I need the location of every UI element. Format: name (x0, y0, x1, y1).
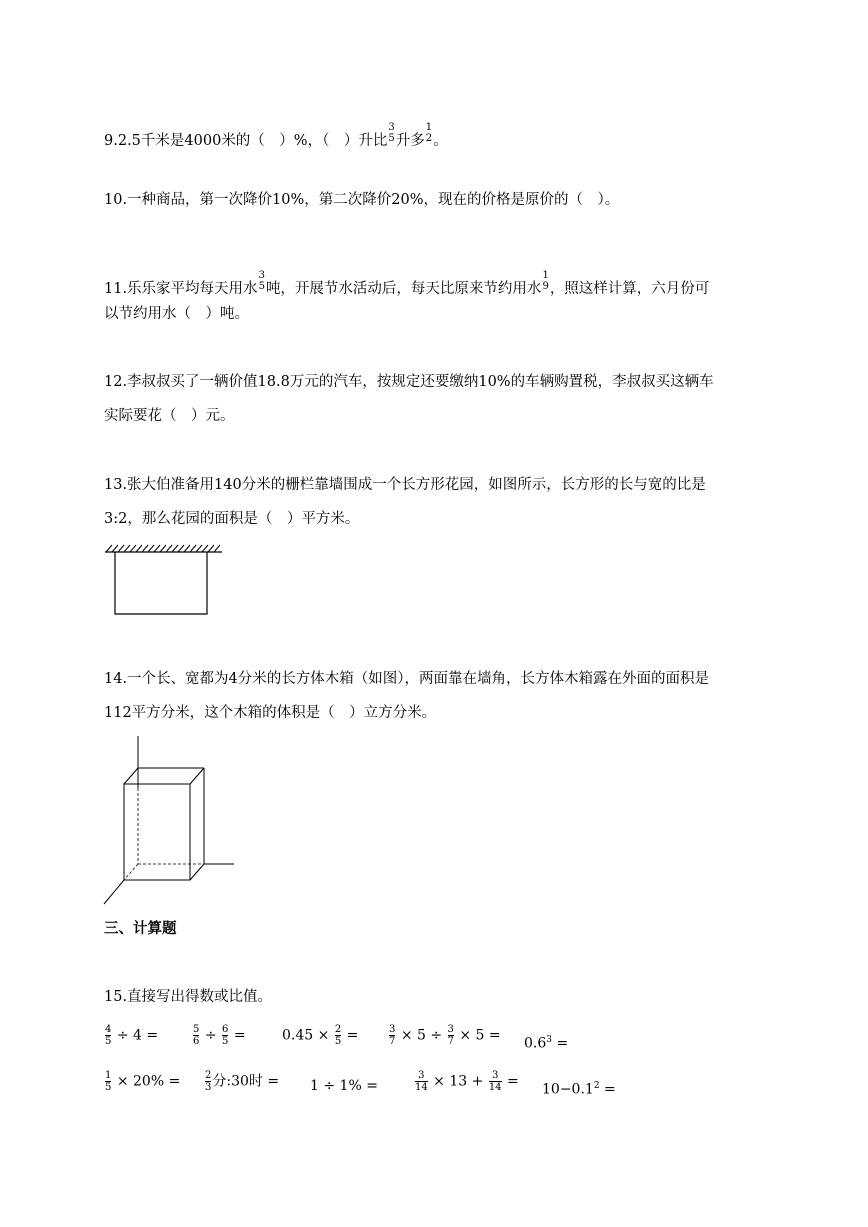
question-13-line2: 3:2，那么花园的面积是（ ）平方米。 (104, 511, 360, 527)
expression-r1-1: $\frac{4}{5}$ ÷ 4 = (105, 1024, 159, 1047)
question-9: 9.2.5千米是4000米的（ ）%，（ ）升比 3 5 升多 1 2 。 (104, 122, 448, 149)
question-12-line1: 12.李叔叔买了一辆价值18.8万元的汽车，按规定还要缴纳10%的车辆购置税，李叔叔买这辆车 (104, 374, 714, 390)
section-heading: 三、计算题 (104, 921, 177, 937)
question-11-line1: 11.乐乐家平均每天用水 3 5 吨，开展节水活动后，每天比原来节约用水 1 9 ，照这样计算，六月份可 (104, 270, 710, 297)
expression-r2-5: $10-0.1^2$ = (542, 1081, 616, 1098)
fraction: 1 2 (425, 122, 433, 144)
fraction: $\frac{5}{6}$ (193, 1024, 200, 1047)
fraction: 1 9 (542, 270, 549, 292)
fraction: 3 5 (258, 270, 265, 292)
question-14-line1: 14.一个长、宽都为4分米的长方体木箱（如图），两面靠在墙角，长方体木箱露在外面的面积是 (104, 671, 710, 687)
question-14-line2: 112平方分米，这个木箱的体积是（ ）立方分米。 (104, 705, 437, 721)
fraction: $\frac{4}{5}$ (105, 1024, 112, 1047)
expression-r1-2: $\frac{5}{6}$ ÷ $\frac{6}{5}$ = (193, 1024, 246, 1047)
expression-r1-3: 0.45 × $\frac{2}{5}$ = (282, 1024, 359, 1047)
q9-number: 9. (104, 133, 118, 149)
expression-r2-1: $\frac{1}{5}$ × 20% = (105, 1070, 181, 1093)
question-12-line2: 实际要花（ ）元。 (104, 408, 235, 424)
question-13-line1: 13.张大伯准备用140分米的栅栏靠墙围成一个长方形花园，如图所示，长方形的长与宽的比是 (104, 477, 706, 493)
expression-r2-3: 1 ÷ 1% = (310, 1078, 378, 1094)
question-10: 10.一种商品，第一次降价10%，第二次降价20%，现在的价格是原价的（ ）。 (104, 192, 620, 208)
fraction: $\frac{3}{14}$ (488, 1070, 502, 1093)
fraction: $\frac{2}{5}$ (334, 1024, 342, 1047)
fraction: 3 5 (388, 122, 395, 144)
expression-r1-5: $0.6^3$ = (524, 1035, 569, 1052)
fraction: $\frac{2}{3}$ (205, 1070, 212, 1093)
fraction: $\frac{3}{14}$ (415, 1070, 428, 1093)
expression-r1-4: $\frac{3}{7}$ × 5 ÷ $\frac{3}{7}$ × 5 = (389, 1024, 501, 1047)
expression-r2-2: $\frac{2}{3}$ 分:30时 = (205, 1070, 280, 1093)
question-11-line2: 以节约用水（ ）吨。 (104, 306, 249, 322)
garden-wall-figure (104, 544, 224, 616)
fraction: $\frac{3}{7}$ (389, 1024, 396, 1047)
fraction: $\frac{6}{5}$ (222, 1024, 229, 1047)
expression-r2-4: $\frac{3}{14}$ × 13 + $\frac{3}{14}$ = (415, 1070, 519, 1093)
fraction: $\frac{3}{7}$ (447, 1024, 454, 1047)
question-15-title: 15.直接写出得数或比值。 (104, 989, 273, 1005)
fraction: $\frac{1}{5}$ (105, 1070, 112, 1093)
box-corner-figure (104, 736, 236, 906)
